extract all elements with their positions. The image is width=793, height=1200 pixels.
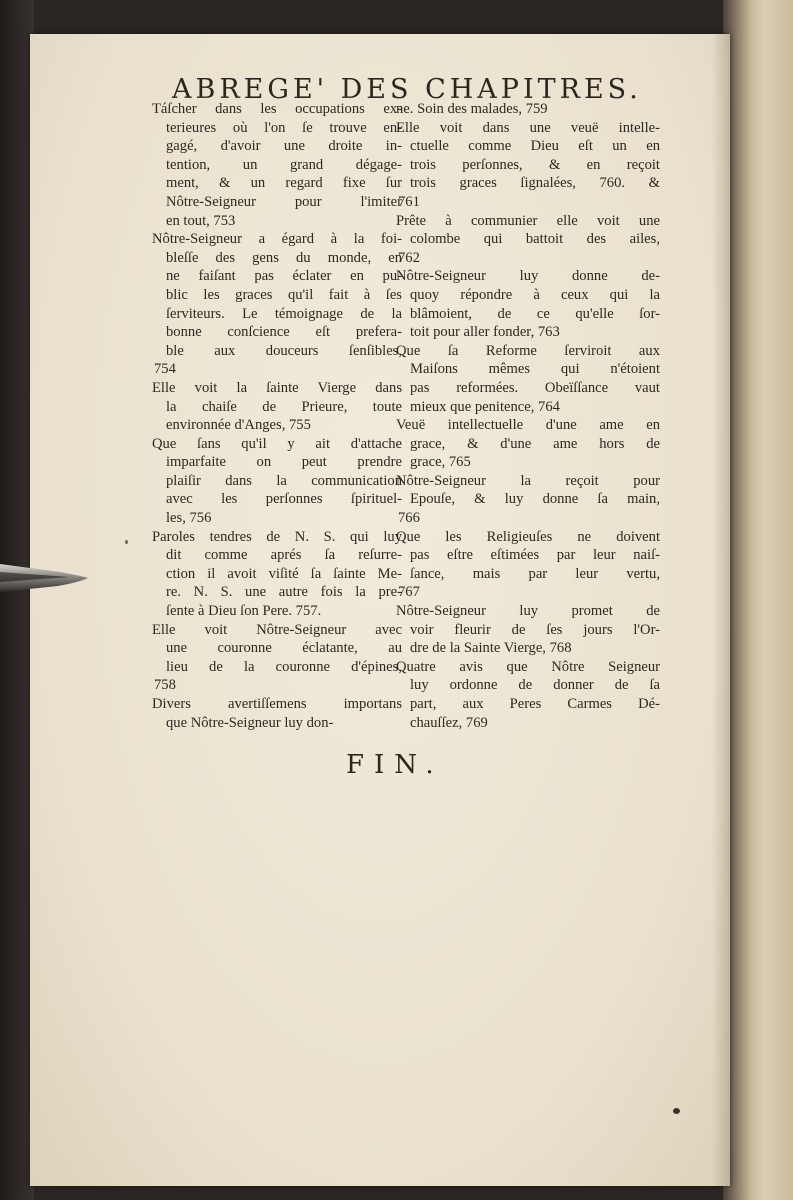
entry-line: Epouſe, & luy donne ſa main, xyxy=(410,491,660,508)
entry-line: bonne conſcience eſt prefera- xyxy=(166,324,402,341)
entry-line: 754 xyxy=(154,361,176,378)
entry-line: en tout, 753 xyxy=(166,212,236,229)
entry-line: Paroles tendres de N. S. qui luy xyxy=(152,528,402,545)
entry-line: plaiſir dans la communication xyxy=(166,472,402,489)
background-left xyxy=(0,0,34,1200)
entry-line: une couronne éclatante, au xyxy=(166,640,402,657)
entry-line: ble aux douceurs ſenſibles, xyxy=(166,342,402,359)
entry-line: chauſſez, 769 xyxy=(410,714,488,731)
entry-line: 762 xyxy=(398,249,420,266)
entry-line: ne faiſant pas éclater en pu- xyxy=(166,268,402,285)
entry-line: ne. Soin des malades, 759 xyxy=(396,101,548,117)
entry-line: Que ſa Reforme ſerviroit aux xyxy=(396,342,660,359)
contents-entry xyxy=(396,342,660,416)
ink-spot xyxy=(125,540,128,544)
entry-line: 767 xyxy=(398,584,420,601)
contents-entry xyxy=(396,100,660,119)
contents-entry xyxy=(152,695,402,732)
page-heading: ABREGE' DES CHAPITRES. xyxy=(172,74,642,105)
entry-line: blic les graces qu'il fait à ſes xyxy=(166,286,402,303)
contents-entry xyxy=(396,212,660,268)
entry-line: 761 xyxy=(398,193,420,210)
entry-line: re. N. S. une autre fois la pre- xyxy=(166,584,402,601)
ink-spot xyxy=(673,1108,680,1114)
entry-line: luy ordonne de donner de ſa xyxy=(410,677,660,694)
entry-line: Divers avertiſſemens importans xyxy=(152,696,402,712)
entry-line: trois graces ſignalées, 760. & xyxy=(410,175,660,192)
entry-line: ction il avoit viſité ſa ſainte Me- xyxy=(166,565,402,582)
entry-line: 766 xyxy=(398,510,420,527)
entry-line: ctuelle comme Dieu eſt un en xyxy=(410,138,660,155)
entry-line: quoy répondre à ceux qui la xyxy=(410,286,660,303)
entry-line: Nôtre-Seigneur luy donne de- xyxy=(396,268,660,285)
entry-line: voir fleurir de ſes jours l'Or- xyxy=(410,621,660,638)
entry-line: Quatre avis que Nôtre Seigneur xyxy=(396,658,660,675)
entry-line: Maiſons mêmes qui n'étoient xyxy=(410,361,660,378)
entry-line: Táſcher dans les occupations ex- xyxy=(152,101,402,117)
contents-entry xyxy=(396,472,660,528)
contents-entry xyxy=(152,379,402,435)
entry-line: grace, & d'une ame hors de xyxy=(410,435,660,452)
entry-line: Nôtre-Seigneur luy promet de xyxy=(396,603,660,620)
contents-entry xyxy=(396,119,660,212)
entry-line: Veuë intellectuelle d'une ame en xyxy=(396,417,660,434)
entry-line: dre de la Sainte Vierge, 768 xyxy=(410,640,572,657)
entry-line: bleſſe des gens du monde, en xyxy=(166,249,402,266)
contents-entry xyxy=(152,621,402,695)
entry-line: que Nôtre-Seigneur luy don- xyxy=(166,714,334,731)
contents-entry xyxy=(152,435,402,528)
entry-line: mieux que penitence, 764 xyxy=(410,398,560,415)
entry-line: Nôtre-Seigneur pour l'imiter xyxy=(166,193,402,210)
entry-line: pas eſtre eſtimées par leur naiſ- xyxy=(410,547,660,564)
contents-column-left xyxy=(152,100,402,732)
entry-line: trois perſonnes, & en reçoit xyxy=(410,156,660,173)
entry-line: ment, & un regard fixe ſur xyxy=(166,175,402,192)
entry-line: tention, un grand dégage- xyxy=(166,156,402,173)
fin-text: FIN. xyxy=(346,750,444,780)
entry-line: 758 xyxy=(154,677,176,694)
entry-line: colombe qui battoit des ailes, xyxy=(410,231,660,248)
entry-line: les, 756 xyxy=(166,510,212,527)
contents-entry xyxy=(152,230,402,379)
contents-entry xyxy=(396,602,660,658)
contents-entry xyxy=(152,528,402,621)
entry-line: dit comme aprés ſa reſurre- xyxy=(166,547,402,564)
entry-line: blâmoient, de ce qu'elle ſor- xyxy=(410,305,660,322)
entry-line: avec les perſonnes ſpirituel- xyxy=(166,491,402,508)
entry-line: Elle voit la ſainte Vierge dans xyxy=(152,379,402,396)
contents-entry xyxy=(396,416,660,472)
entry-line: ſerviteurs. Le témoignage de la xyxy=(166,305,402,322)
entry-line: ſente à Dieu ſon Pere. 757. xyxy=(166,603,322,620)
entry-line: terieures où l'on ſe trouve en- xyxy=(166,119,402,136)
entry-line: Nôtre-Seigneur la reçoit pour xyxy=(396,472,660,489)
entry-line: pas reformées. Obeïſſance vaut xyxy=(410,379,660,396)
entry-line: Nôtre-Seigneur a égard à la foi- xyxy=(152,231,402,248)
entry-line: ſance, mais par leur vertu, xyxy=(410,565,660,582)
contents-entry xyxy=(152,100,402,230)
entry-line: grace, 765 xyxy=(410,454,471,471)
entry-line: toit pour aller fonder, 763 xyxy=(410,324,560,341)
metal-pointer-clip xyxy=(0,558,90,596)
entry-line: lieu de la couronne d'épines, xyxy=(166,658,402,675)
entry-line: environnée d'Anges, 755 xyxy=(166,417,311,434)
contents-entry xyxy=(396,658,660,732)
contents-entry xyxy=(396,528,660,602)
entry-line: gagé, d'avoir une droite in- xyxy=(166,138,402,155)
contents-column-right xyxy=(396,100,660,732)
entry-line: part, aux Peres Carmes Dé- xyxy=(410,696,660,712)
background-right-page-edge xyxy=(723,0,793,1200)
entry-line: la chaiſe de Prieure, toute xyxy=(166,398,402,415)
entry-line: Elle voit Nôtre-Seigneur avec xyxy=(152,621,402,638)
entry-line: Que les Religieuſes ne doivent xyxy=(396,528,660,545)
entry-line: Prête à communier elle voit une xyxy=(396,212,660,229)
entry-line: imparfaite on peut prendre xyxy=(166,454,402,471)
entry-line: Que ſans qu'il y ait d'attache xyxy=(152,435,402,452)
entry-line: Elle voit dans une veuë intelle- xyxy=(396,119,660,136)
contents-entry xyxy=(396,267,660,341)
